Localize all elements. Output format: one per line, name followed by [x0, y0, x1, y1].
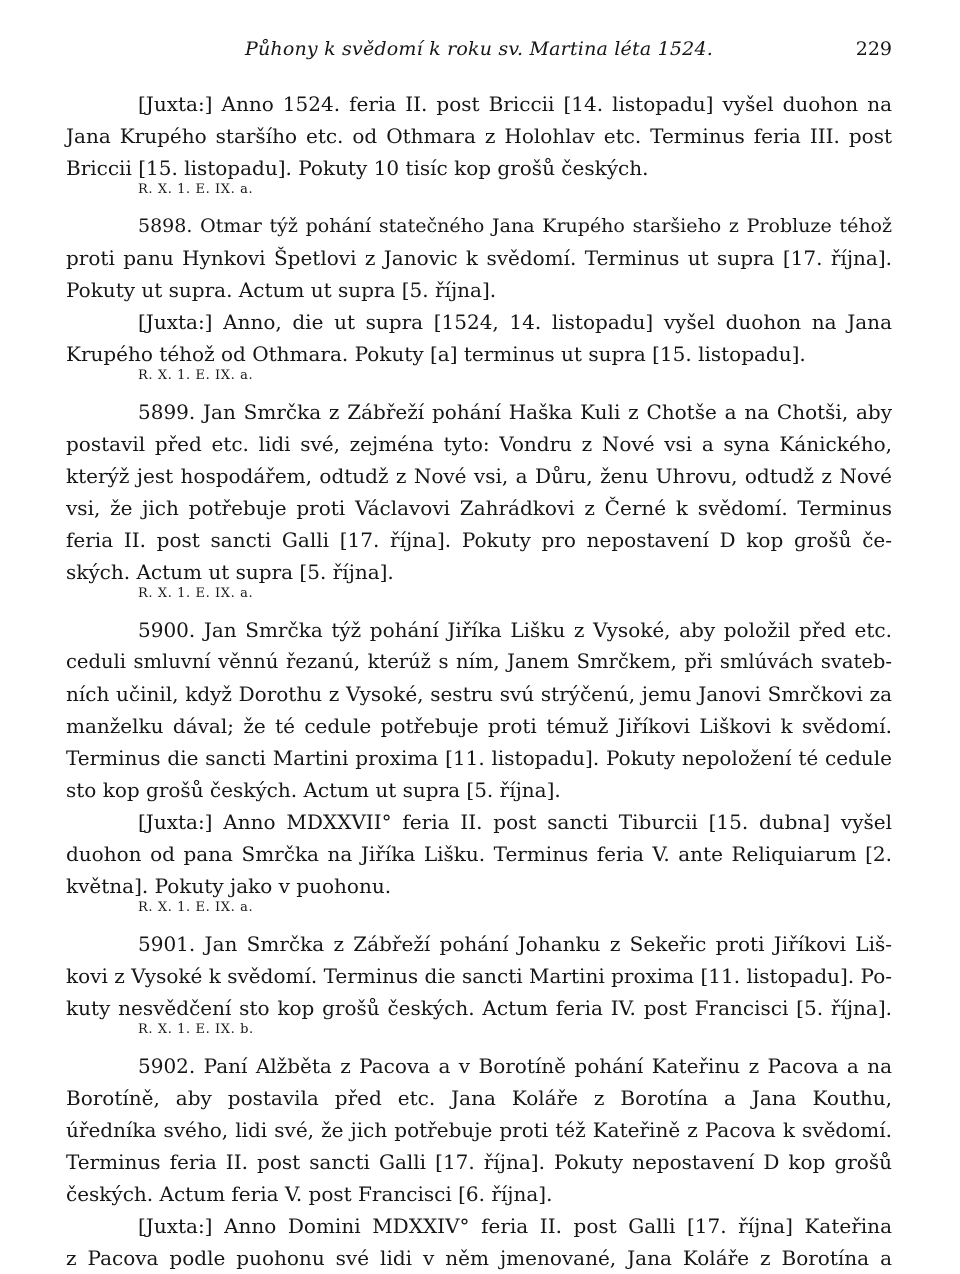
text-line: českých. Actum feria V. post Francisci [6. října]. — [66, 1182, 553, 1206]
text-line: kuty nesvědčení sto kop grošů českých. Actum feria IV. post Francisci [5. října]. — [66, 996, 892, 1020]
text-line: Borotíně, aby postavila před etc. Jana Koláře z Borotína a Jana Kouthu, — [66, 1086, 892, 1110]
text-line: duohon od pana Smrčka na Jiříka Lišku. Terminus feria V. ante Reliquiarum [2. — [66, 842, 892, 866]
text-line: kovi z Vysoké k svědomí. Terminus die sancti Martini proxima [11. listopadu]. Po- — [66, 964, 892, 988]
text-line: úředníka svého, lidi své, že jich potřebuje proti též Kateřině z Pacova k svědomí. — [66, 1118, 892, 1142]
text-line: 5900. Jan Smrčka týž pohání Jiříka Lišku z Vysoké, aby položil před etc. — [138, 618, 892, 642]
text-line: [Juxta:] Anno Domini MDXXIV° feria II. post Galli [17. října] Kateřina — [138, 1214, 892, 1238]
text-line: z Pacova podle puohonu své lidi v něm jmenované, Jana Koláře z Borotína a — [66, 1246, 892, 1270]
text-line: ních učinil, když Dorothu z Vysoké, sestru svú strýčenú, jemu Janovi Smrčkovi za — [66, 682, 892, 706]
text-line: Jana Krupého staršího etc. od Othmara z Holohlav etc. Terminus feria III. post — [66, 124, 892, 148]
text-line: května]. Pokuty jako v puohonu. — [66, 874, 392, 898]
text-line: manželku dával; že té cedule potřebuje proti témuž Jiříkovi Liškovi k svědomí. — [66, 714, 892, 738]
archival-reference: R. X. 1. E. IX. a. — [138, 368, 254, 383]
text-line: ských. Actum ut supra [5. října]. — [66, 560, 394, 584]
text-line: Pokuty ut supra. Actum ut supra [5. října]. — [66, 278, 497, 302]
text-line: 5899. Jan Smrčka z Zábřeží pohání Haška Kuli z Chotše a na Chotši, aby — [138, 400, 892, 424]
text-line: Krupého téhož od Othmara. Pokuty [a] terminus ut supra [15. listopadu]. — [66, 342, 806, 366]
page-header — [66, 38, 892, 68]
page-number: 229 — [855, 38, 892, 60]
text-line: Briccii [15. listopadu]. Pokuty 10 tisíc kop grošů českých. — [66, 156, 649, 180]
text-line: [Juxta:] Anno MDXXVII° feria II. post sancti Tiburcii [15. dubna] vyšel — [138, 810, 892, 834]
text-line: Terminus feria II. post sancti Galli [17. října]. Pokuty nepostavení D kop grošů — [66, 1150, 892, 1174]
archival-reference: R. X. 1. E. IX. a. — [138, 900, 254, 915]
text-line: sto kop grošů českých. Actum ut supra [5. října]. — [66, 778, 561, 802]
text-line: [Juxta:] Anno, die ut supra [1524, 14. listopadu] vyšel duohon na Jana — [138, 310, 892, 334]
text-line: [Juxta:] Anno 1524. feria II. post Briccii [14. listopadu] vyšel duohon na — [138, 92, 892, 116]
text-line: 5902. Paní Alžběta z Pacova a v Borotíně pohání Kateřinu z Pacova a na — [138, 1054, 892, 1078]
text-line: 5898. Otmar týž pohání statečného Jana Krupého staršieho z Probluze téhož — [138, 215, 892, 237]
text-line: feria II. post sancti Galli [17. října]. Pokuty pro nepostavení D kop grošů če- — [66, 528, 892, 552]
text-line: Terminus die sancti Martini proxima [11. listopadu]. Pokuty nepoložení té cedule — [66, 746, 892, 770]
text-line: kterýž jest hospodářem, odtudž z Nové vsi, a Důru, ženu Uhrovu, odtudž z Nové — [66, 464, 892, 488]
text-line: proti panu Hynkovi Špetlovi z Janovic k svědomí. Terminus ut supra [17. října]. — [66, 246, 892, 270]
archival-reference: R. X. 1. E. IX. a. — [138, 586, 254, 601]
archival-reference: R. X. 1. E. IX. a. — [138, 182, 254, 197]
text-line: postavil před etc. lidi své, zejména tyto: Vondru z Nové vsi a syna Kánického, — [66, 432, 892, 456]
archival-reference: R. X. 1. E. IX. b. — [138, 1022, 254, 1037]
text-line: vsi, že jich potřebuje proti Václavovi Zahrádkovi z Černé k svědomí. Terminus — [66, 496, 892, 520]
text-line: 5901. Jan Smrčka z Zábřeží pohání Johanku z Sekeřic proti Jiříkovi Liš- — [138, 932, 892, 956]
running-title: Půhony k svědomí k roku sv. Martina léta 1524. — [245, 38, 713, 60]
text-line: ceduli smluvní věnnú řezanú, kterúž s ním, Janem Smrčkem, při smlúvách svateb- — [66, 650, 892, 673]
